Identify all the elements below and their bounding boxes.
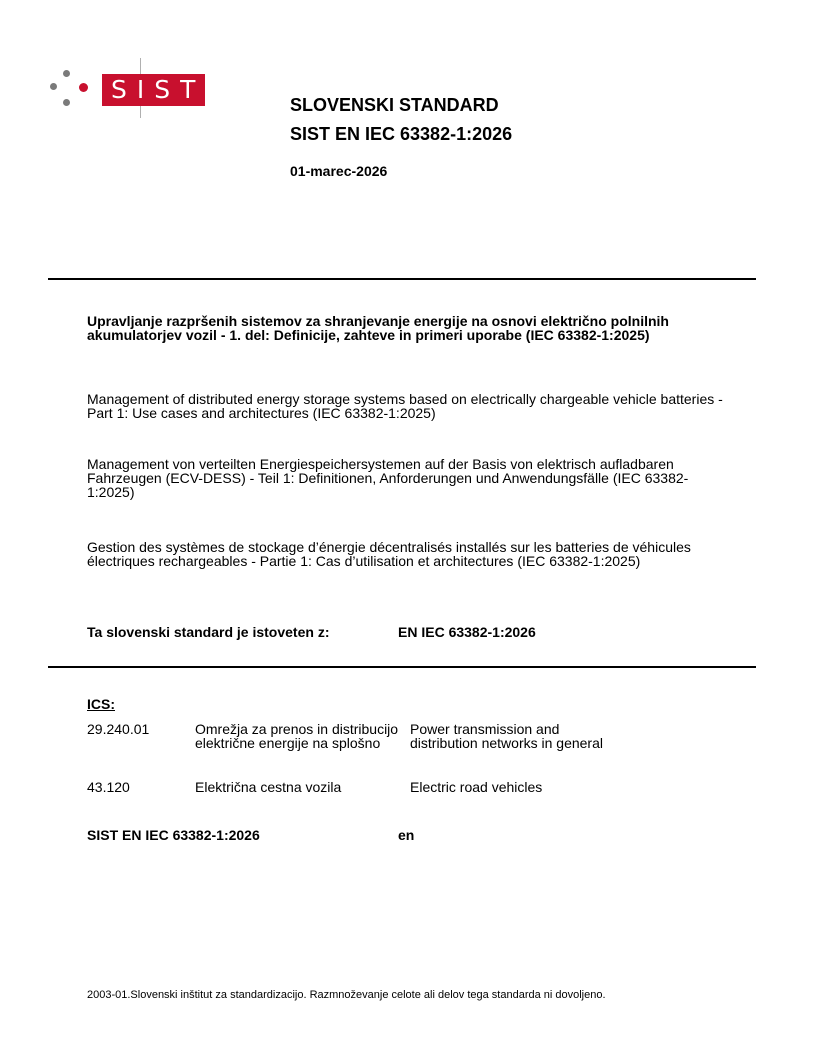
standard-type-heading: SLOVENSKI STANDARD [290,95,499,115]
logo-dot-icon [63,99,70,106]
ics-label: ICS: [87,696,115,712]
document-id: SIST EN IEC 63382-1:2026 [87,827,260,843]
standard-number-heading: SIST EN IEC 63382-1:2026 [290,124,513,144]
logo-dot-icon [63,70,70,77]
top-divider [48,278,756,280]
identical-value: EN IEC 63382-1:2026 [398,624,536,640]
identical-label: Ta slovenski standard je istoveten z: [87,624,330,640]
ics-code: 43.120 [87,779,130,795]
logo-dot-icon [79,83,88,92]
ics-description-en: Power transmission and distribution networks in general [410,721,603,751]
ics-description-en: Electric road vehicles [410,779,543,795]
bottom-divider [48,666,756,668]
publication-date: 01-marec-2026 [290,163,388,179]
title-english: Management of distributed energy storage systems based on electrically chargeable vehicle batteries - Part 1: Use cases and architectures (IEC 63382-1:2025) [87,391,723,421]
ics-code: 29.240.01 [87,721,150,737]
document-language: en [398,827,415,843]
title-german: Management von verteilten Energiespeichersystemen auf der Basis von elektrisch aufladbaren Fahrzeugen (ECV-DESS) - Teil 1: Definitionen, Anforderungen und Anwendungsfälle (IEC 63382-1:2025) [87,456,689,500]
logo-wordmark: SIST [102,74,205,106]
ics-description-sl: Omrežja za prenos in distribucijo električne energije na splošno [195,721,399,751]
title-french: Gestion des systèmes de stockage d’énergie décentralisés installés sur les batteries de véhicules électriques rechargeables - Partie 1: Cas d’utilisation et architectures (IEC 63382-1:2025) [87,539,691,569]
title-slovenian: Upravljanje razpršenih sistemov za shranjevanje energije na osnovi električno polnilnih akumulatorjev vozil - 1. del: Definicije, zahteve in primeri uporabe (IEC 63382-1:2025) [87,313,669,343]
logo-dot-icon [50,83,57,90]
ics-description-sl: Električna cestna vozila [195,779,342,795]
copyright-footer: 2003-01.Slovenski inštitut za standardizacijo. Razmnoževanje celote ali delov tega standarda ni dovoljeno. [87,989,606,1001]
